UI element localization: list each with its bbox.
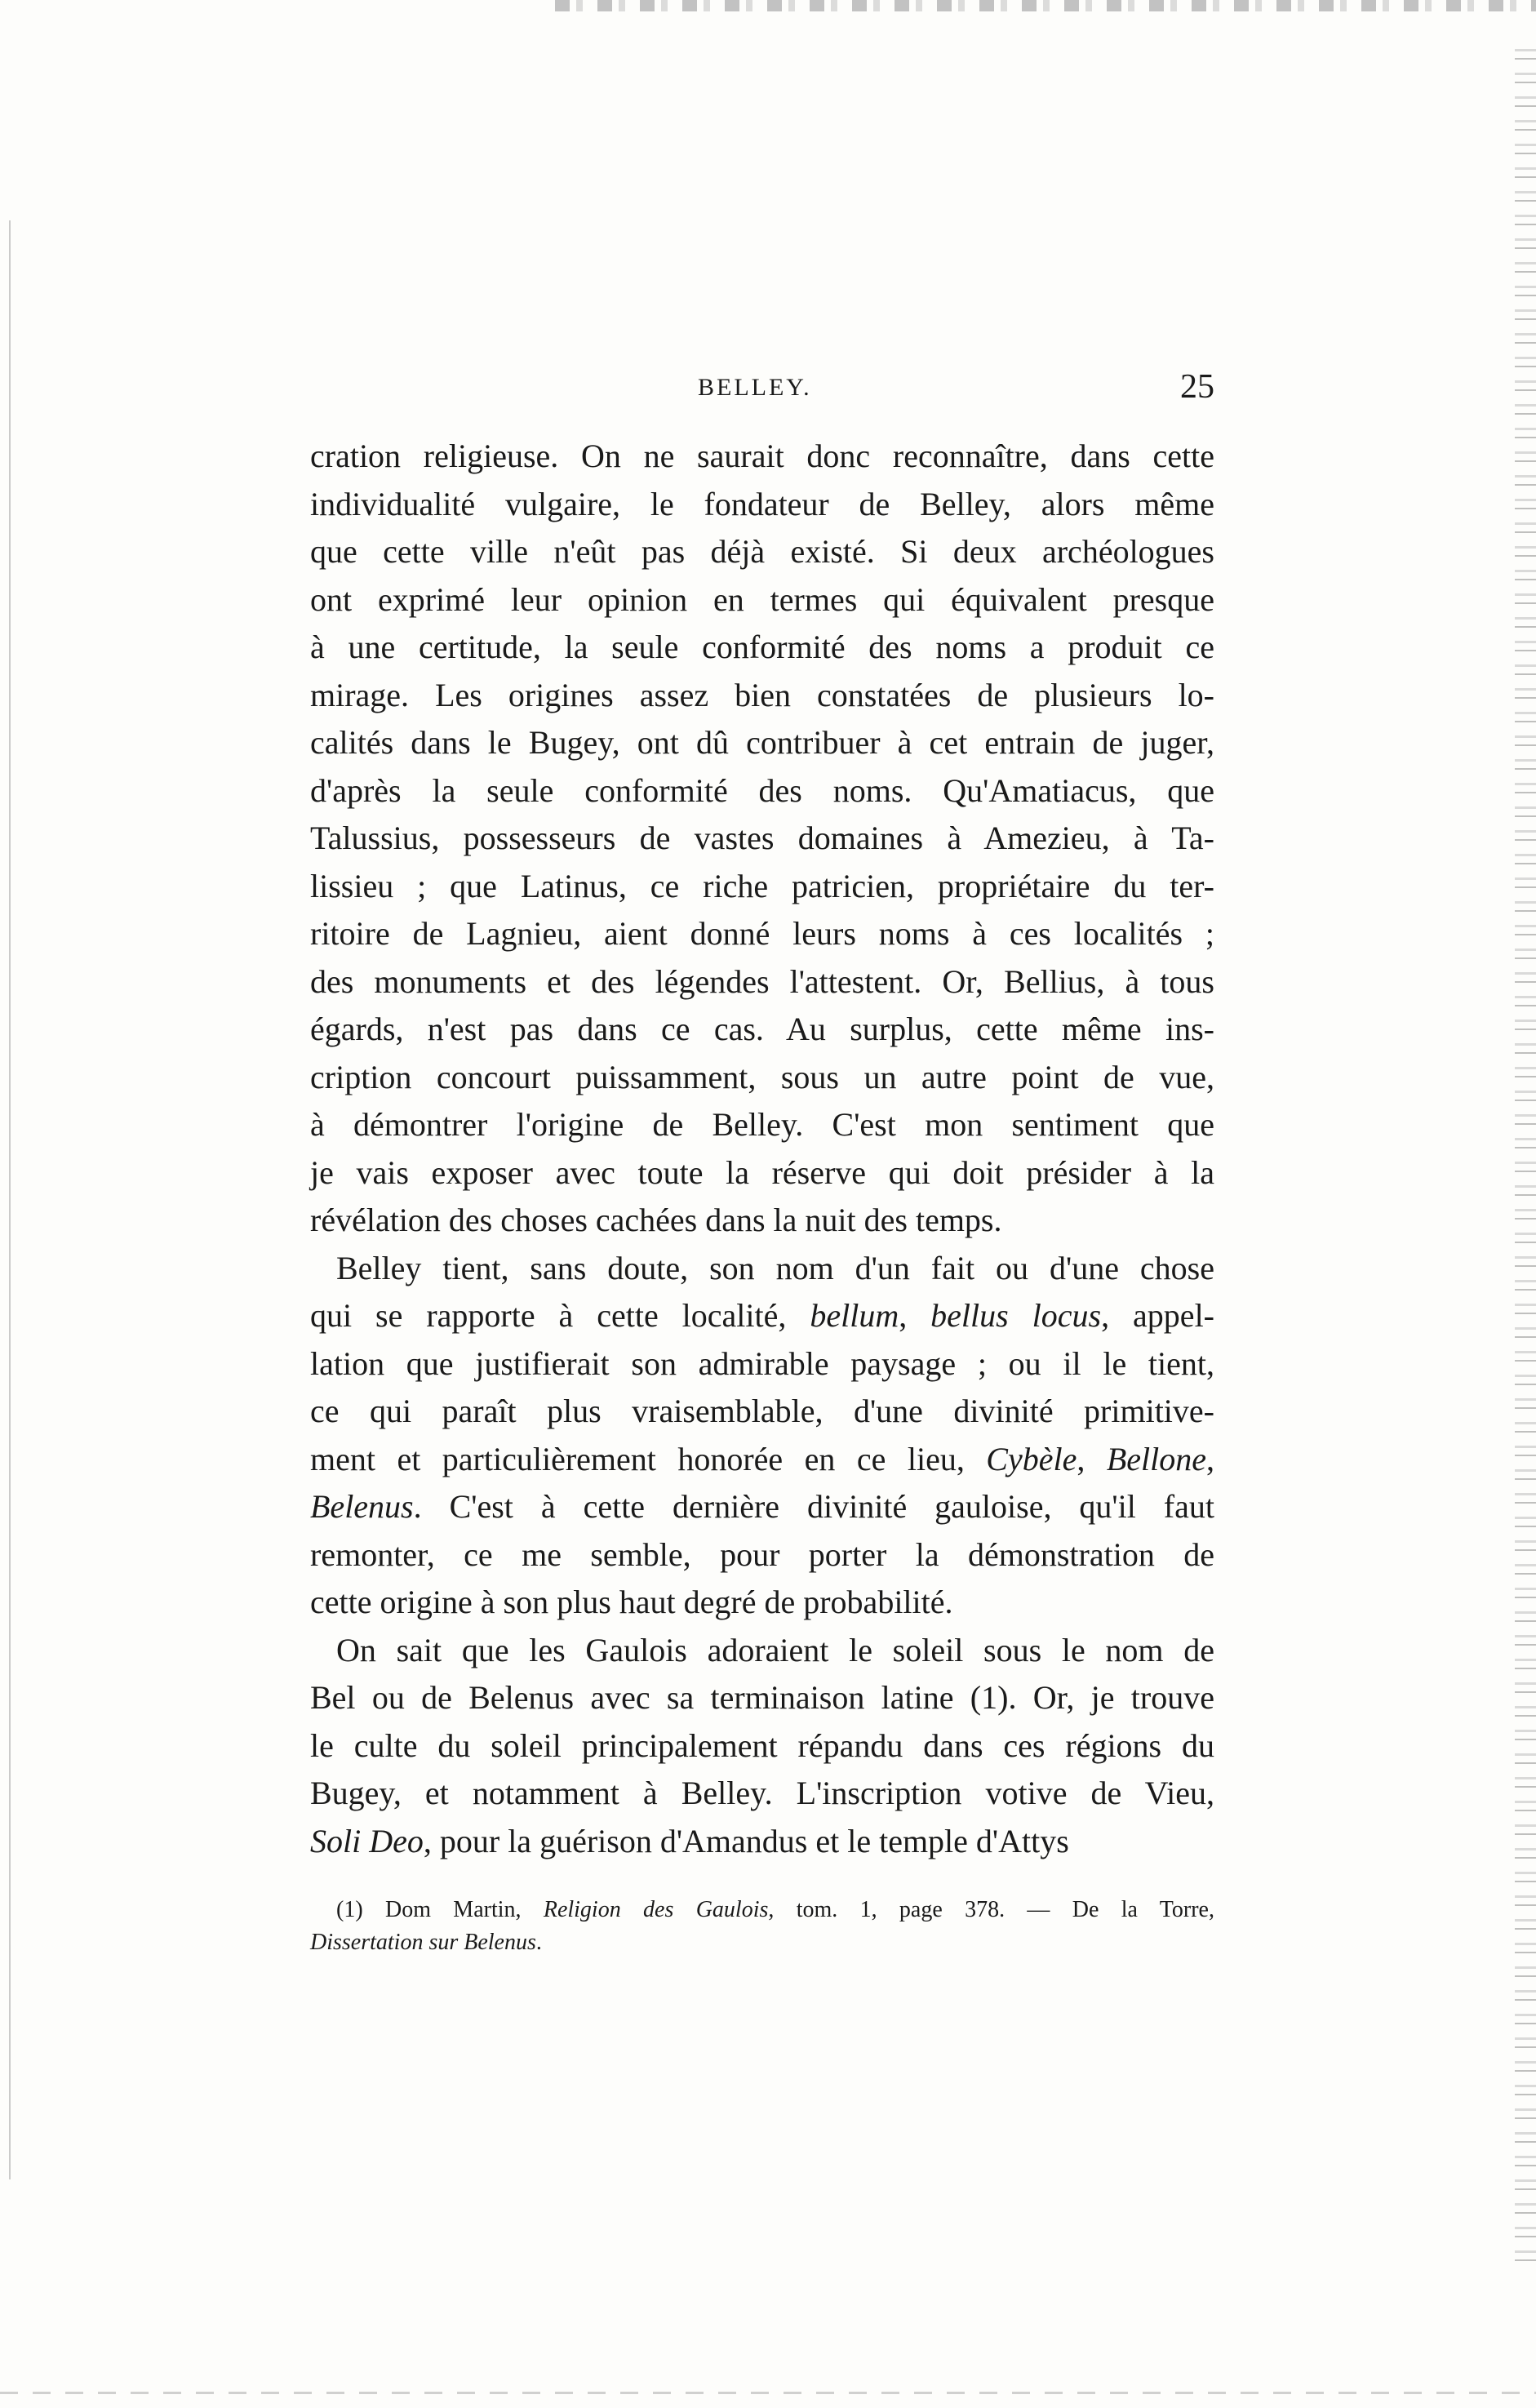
text-run: , pour la guérison d'Amandus et le temple d'Attys: [423, 1822, 1069, 1859]
italic-text: Belenus: [310, 1488, 414, 1525]
italic-text: bellus locus: [930, 1297, 1102, 1334]
text-run: , tom. 1, page 378. — De la Torre,: [768, 1897, 1214, 1922]
italic-text: Bellone: [1106, 1440, 1206, 1477]
body-line: [310, 1292, 1214, 1340]
body-line: Bugey, et notamment à Belley. L'inscription votive de Vieu,: [310, 1775, 1214, 1811]
italic-text: Cybèle: [986, 1440, 1077, 1477]
italic-text: Soli Deo: [310, 1822, 424, 1859]
text-run: (1) Dom Martin,: [336, 1897, 544, 1922]
body-line: cription concourt puissamment, sous un autre point de vue,: [310, 1058, 1214, 1095]
text-run: ,: [1077, 1440, 1107, 1477]
body-line: On sait que les Gaulois adoraient le soleil sous le nom de: [336, 1631, 1214, 1668]
body-line: que cette ville n'eût pas déjà existé. Si deux archéologues: [310, 533, 1214, 570]
body-line: remonter, ce me semble, pour porter la démonstration de: [310, 1535, 1214, 1573]
body-line: lation que justifierait son admirable paysage ; ou il le tient,: [310, 1344, 1214, 1382]
text-run: ,: [899, 1297, 931, 1334]
text-run: .: [535, 1930, 542, 1955]
body-line: mirage. Les origines assez bien constatées de plusieurs lo-: [310, 676, 1214, 713]
footnotes-line: [310, 1894, 1214, 1926]
body-line: à une certitude, la seule conformité des noms a produit ce: [310, 629, 1214, 665]
scan-top-edge: [555, 0, 1536, 11]
footnotes: [310, 1894, 1214, 1959]
italic-text: bellum: [810, 1297, 899, 1334]
body-line: ont exprimé leur opinion en termes qui équivalent presque: [310, 580, 1214, 618]
body-line: Bel ou de Belenus avec sa terminaison latine (1). Or, je trouve: [310, 1679, 1214, 1716]
text-run: ment et particulièrement honorée en ce lieu,: [310, 1440, 987, 1477]
page-number: 25: [1180, 368, 1214, 406]
italic-text: Religion des Gaulois: [543, 1897, 769, 1922]
text-run: qui se rapporte à cette localité,: [310, 1297, 810, 1334]
body-line: ritoire de Lagnieu, aient donné leurs noms à ces localités ;: [310, 915, 1214, 952]
body-line: [310, 1818, 1214, 1866]
text-run: . C'est à cette dernière divinité gauloise, qu'il faut: [413, 1488, 1214, 1525]
body-line: [310, 1483, 1214, 1531]
body-line: lissieu ; que Latinus, ce riche patricien, propriétaire du ter-: [310, 867, 1214, 904]
running-head: BELLEY.: [698, 374, 812, 401]
scan-bottom-edge: [0, 2392, 1536, 2394]
page-header: [310, 368, 1214, 415]
body-line: Belley tient, sans doute, son nom d'un fait ou d'une chose: [336, 1249, 1214, 1286]
text-run: ,: [1206, 1440, 1214, 1477]
body-line: [310, 1436, 1214, 1484]
body-line: le culte du soleil principalement répandu dans ces régions du: [310, 1726, 1214, 1764]
body-line: cration religieuse. On ne saurait donc reconnaître, dans cette: [310, 438, 1214, 474]
body-line: égards, n'est pas dans ce cas. Au surplus, cette même ins-: [310, 1011, 1214, 1047]
footnotes-line: [310, 1926, 1214, 1959]
body-line: à démontrer l'origine de Belley. C'est mon sentiment que: [310, 1106, 1214, 1143]
body-line: cette origine à son plus haut degré de probabilité.: [310, 1584, 953, 1620]
body-line: révélation des choses cachées dans la nuit des temps.: [310, 1202, 1002, 1238]
body-text: [310, 433, 1214, 1865]
body-line: des monuments et des légendes l'attestent. Or, Bellius, à tous: [310, 962, 1214, 1000]
scan-left-rule: [9, 220, 11, 2179]
body-line: Talussius, possesseurs de vastes domaines à Amezieu, à Ta-: [310, 820, 1214, 856]
scan-right-edge: [1515, 49, 1536, 2269]
body-line: individualité vulgaire, le fondateur de Belley, alors même: [310, 485, 1214, 522]
body-line: calités dans le Bugey, ont dû contribuer à cet entrain de juger,: [310, 724, 1214, 761]
body-line: d'après la seule conformité des noms. Qu'Amatiacus, que: [310, 771, 1214, 809]
text-run: , appel-: [1101, 1297, 1214, 1334]
body-line: ce qui paraît plus vraisemblable, d'une divinité primitive-: [310, 1393, 1214, 1429]
body-line: je vais exposer avec toute la réserve qui doit présider à la: [310, 1153, 1214, 1191]
italic-text: Dissertation sur Belenus: [310, 1930, 536, 1955]
